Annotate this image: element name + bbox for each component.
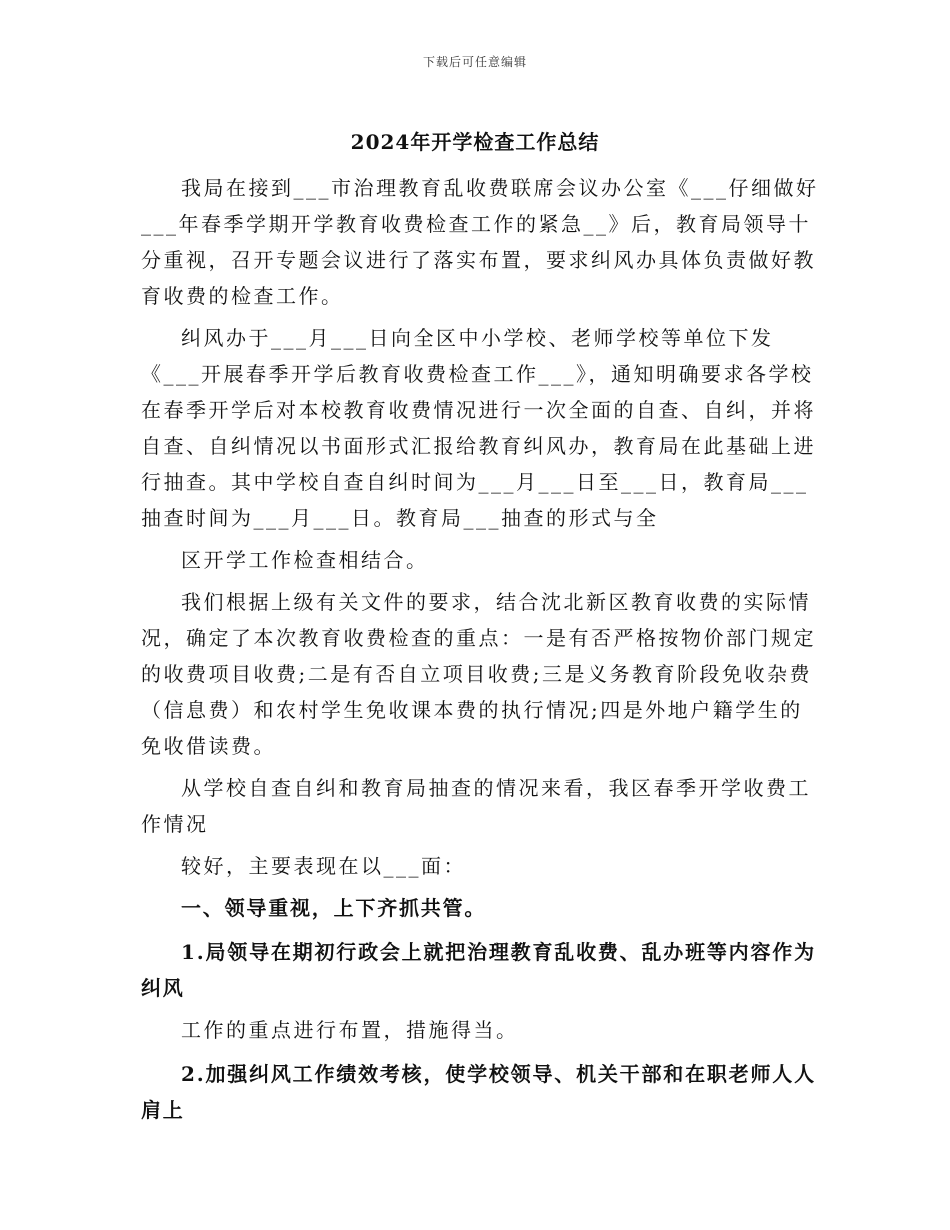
bold-item-2: 2.加强纠风工作绩效考核，使学校领导、机关干部和在职老师人人肩上 <box>141 1062 816 1122</box>
paragraph-5: 从学校自查自纠和教育局抽查的情况来看，我区春季开学收费工作情况 <box>141 776 811 836</box>
bold-item-1: 1.局领导在期初行政会上就把治理教育乱收费、乱办班等内容作为纠风 <box>141 940 816 1000</box>
document-body <box>141 170 821 1128</box>
paragraph-4: 我们根据上级有关文件的要求，结合沈北新区教育收费的实际情况，确定了本次教育收费检查的重点：一是有否严格按物价部门规定的收费项目收费;二是有否自立项目收费;三是义务教育阶段免收杂费（信息费）和农村学生免收课本费的执行情况;四是外地户籍学生的免收借读费。 <box>141 590 816 758</box>
document-title: 2024年开学检查工作总结 <box>350 130 600 154</box>
header-note: 下载后可任意编辑 <box>422 55 527 69</box>
paragraph-6: 较好，主要表现在以___面： <box>181 854 466 878</box>
paragraph-7: 工作的重点进行布置，措施得当。 <box>181 1018 519 1042</box>
paragraph-2: 纠风办于___月___日向全区中小学校、老师学校等单位下发《___开展春季开学后教育收费检查工作___》，通知明确要求各学校在春季开学后对本校教育收费情况进行一次全面的自查、自纠，并将自查、自纠情况以书面形式汇报给教育纠风办，教育局在此基础上进行抽查。其中学校自查自纠时间为___月___日至___日，教育局___抽查时间为___月___日。教育局___抽查的形式与全 <box>141 326 816 530</box>
paragraph-3: 区开学工作检查相结合。 <box>181 548 429 572</box>
section-heading-1: 一、领导重视，上下齐抓共管。 <box>181 896 487 920</box>
paragraph-1: 我局在接到___市治理教育乱收费联席会议办公室《___仔细做好___年春季学期开学教育收费检查工作的紧急__》后，教育局领导十分重视，召开专题会议进行了落实布置，要求纠风办具体负责做好教育收费的检查工作。 <box>141 176 819 308</box>
